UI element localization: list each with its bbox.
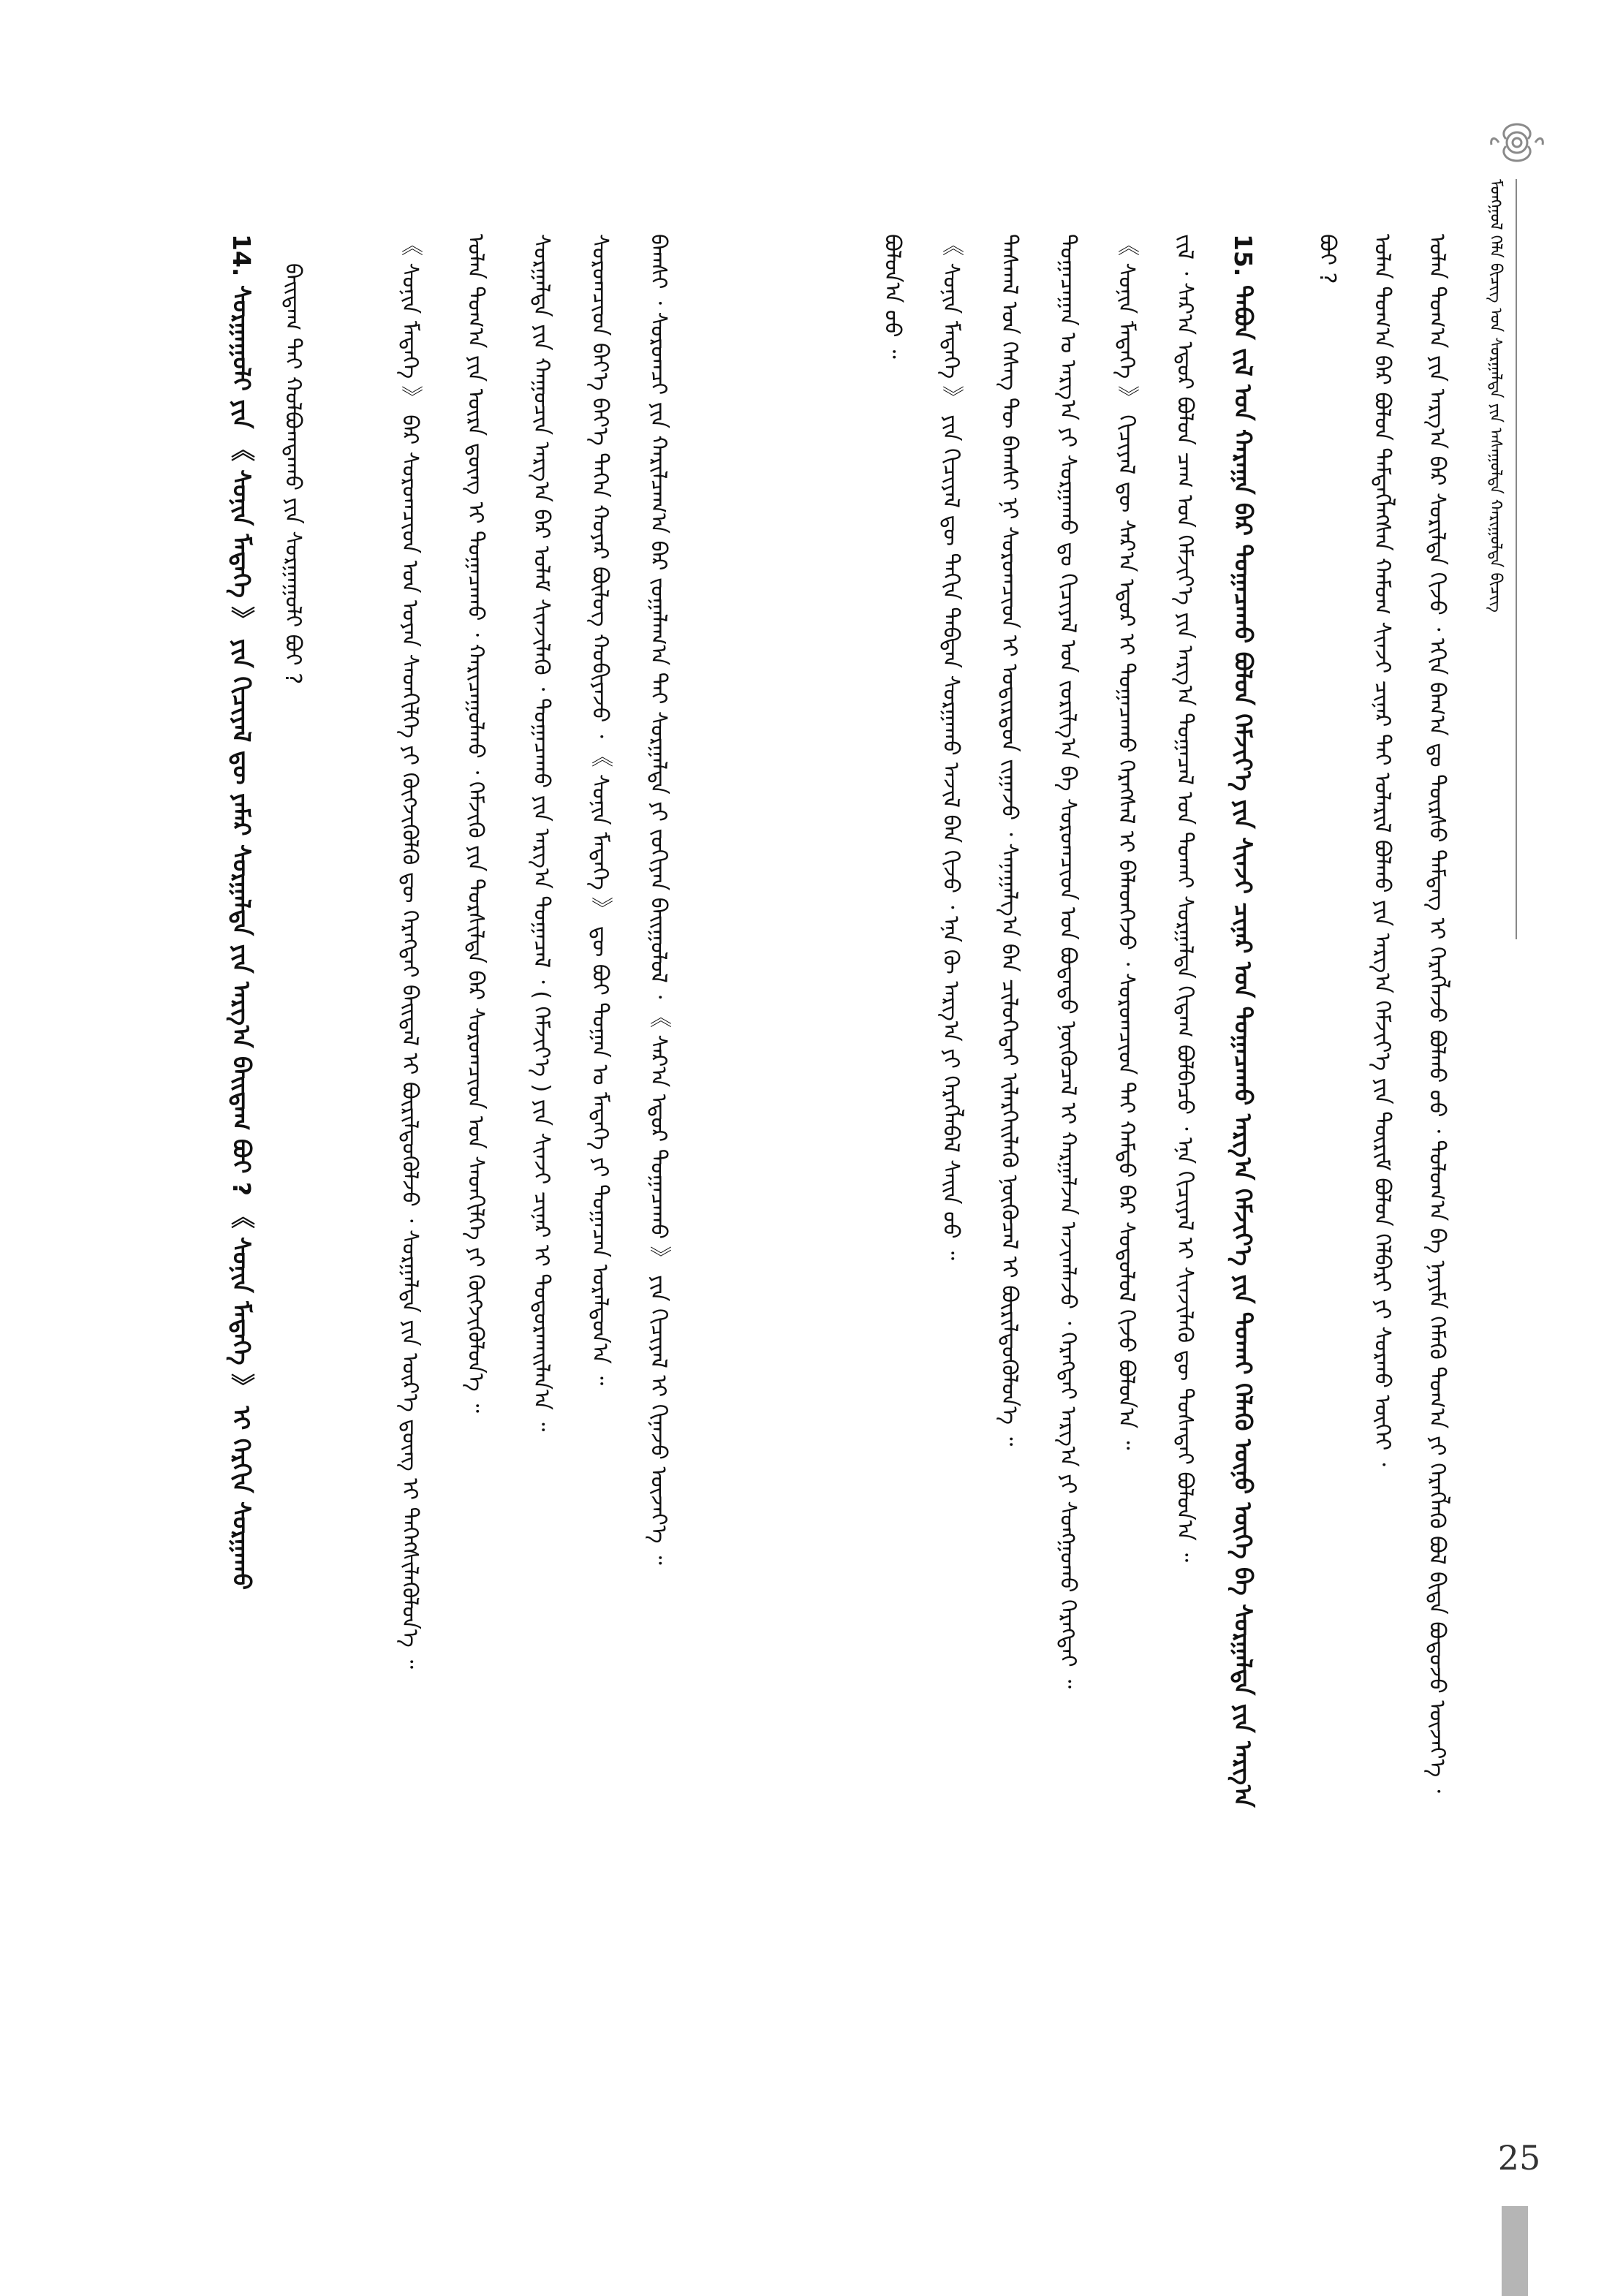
text-column-2: ᠣᠯᠠᠨ ᠲᠣᠭ᠎ᠠ ᠪᠠᠷ ᠪᠣᠯᠤᠨ ᠲᠡᠮᠳᠡᠭᠯᠡᠭᠰᠡᠨ ᠬᠠᠮᠤᠭ ᠰᠢᠨᠵᠢ ᠴᠢᠨᠠᠷ ᠲᠠᠢ ᠤᠯᠠᠷᠢᠯ ᠪᠣᠯᠬᠤ ᠶᠢᠨ ᠠᠷᠭ᠎ᠠ ᠬᠡᠮᠵᠢᠶ᠎ᠡ ᠶᠢᠨ ᠳᠦᠷᠢᠮ ᠪᠣᠯᠤᠨ ᠬᠡᠯᠪᠡᠷᠢ ᠶᠢ ᠰᠤᠷᠬᠤ ᠦᠭᠡᠢ ᠂ — [1369, 234, 1395, 1466]
text-column-1: ᠣᠯᠠᠨ ᠲᠣᠭ᠎ᠠ ᠶᠢᠨ ᠠᠷᠭ᠎ᠠ ᠪᠠᠷ ᠰᠣᠷᠢᠯᠲᠠ ᠬᠢᠵᠦ ᠂ ᠡᠬᠢᠨ ᠪᠠᠭ᠎ᠠ ᠳᠤ ᠳᠦᠷᠰᠦ ᠲᠡᠮᠳᠡᠭ ᠢ ᠬᠡᠷᠡᠭᠯᠡᠵᠦ ᠪᠣᠯᠬᠤ ᠤᠤ ᠂ ᠳᠤᠯᠤᠭ᠎ᠠ ᠪᠠ ᠨᠠᠶᠢᠮᠠ ᠬᠡᠮᠡᠬᠦ ᠲᠣᠭ᠎ᠠ ᠶᠢ ᠬᠡᠷᠡᠭᠯᠡᠬᠦ ᠪᠣᠯ ᠪᠢᠳᠡ ᠪᠣᠳᠤᠵᠤ ᠦᠵᠡᠶ᠎ᠡ ᠂ — [1424, 234, 1450, 1793]
text-column-8: ᠳᠠᠰᠬᠠᠯ ᠤᠨ ᠬᠡᠰᠡᠭ ᠲᠦ ᠪᠠᠭᠰᠢ ᠨᠢ ᠰᠤᠷᠤᠭᠴᠢᠳ ᠢ ᠤᠳᠢᠷᠳᠤᠨ ᠵᠢᠭᠠᠵᠤ ᠂ ᠰᠠᠨᠠᠭᠠᠯᠭ᠎ᠠ ᠪᠠᠨ ᠴᠢᠯᠦᠭᠡᠲᠡᠢ ᠢᠯᠡᠷᠬᠡᠢᠯᠡᠬᠦ ᠨᠥᠬᠦᠴᠡᠯ ᠢ ᠪᠦᠷᠢᠯᠳᠦᠭᠦᠯᠦᠨ᠎ᠡ ᠃ — [996, 234, 1022, 1447]
text-column-7: ᠲᠣᠭᠠᠴᠠᠭᠠᠨ ᠤ ᠠᠷᠭ᠎ᠠ ᠶᠢ ᠰᠤᠷᠭᠠᠬᠤ ᠳᠤ ᠬᠢᠴᠢᠶᠡᠯ ᠤᠨ ᠵᠣᠷᠢᠯᠭ᠎ᠠ ᠪᠠ ᠰᠤᠷᠤᠭᠴᠢᠳ ᠤᠨ ᠪᠣᠳᠠᠲᠤ ᠨᠥᠬᠦᠴᠡᠯ ᠢ ᠬᠠᠷᠭᠠᠯᠵᠠᠨ ᠠᠵᠢᠭᠯᠠᠵᠤ ᠂ ᠬᠡᠷᠡᠭᠲᠡᠢ ᠠᠷᠭ᠎ᠠ ᠶᠢ ᠰᠣᠩᠭᠣᠬᠤ ᠬᠡᠷᠡᠭᠲᠡᠢ ᠃ — [1055, 234, 1081, 1689]
heading-question-14: 14. ᠰᠤᠷᠭᠠᠭᠤᠯᠢ ᠶᠢᠨ 《 ᠰᠣᠨᠢᠨ ᠮᠡᠳᠡᠭᠡ 》 ᠶᠢᠨ ᠬᠢᠴᠢᠶᠡᠯ ᠳᠦ ᠶᠠᠮᠠᠷ ᠰᠤᠷᠭᠠᠯᠲᠠ ᠶᠢᠨ ᠠᠷᠭ᠎ᠠ ᠪᠠᠢᠳᠠᠭ ᠪᠤᠢ ? 《 ᠰᠣᠨᠢᠨ ᠮᠡᠳᠡᠭᠡ 》 ᠢ ᠬᠡᠷᠬᠢᠨ ᠰᠤᠷᠭᠠᠬᠤ — [227, 234, 256, 1591]
fleuron-ornament-icon — [1484, 110, 1550, 175]
text-column-12: ᠰᠤᠷᠤᠭᠴᠢᠳ ᠪᠡᠶ᠎ᠡ ᠪᠡᠶ᠎ᠡ ᠳᠡᠭᠡᠨ ᠬᠣᠶᠠᠷ ᠪᠦᠯᠦᠭ ᠬᠤᠪᠢᠶᠠᠵᠤ ᠂ 《 ᠰᠣᠨᠢᠨ ᠮᠡᠳᠡᠭᠡ 》 ᠳᠦ ᠪᠤᠢ ᠲᠣᠭᠠᠨ ᠤ ᠮᠡᠳᠡᠭᠡ ᠶᠢ ᠲᠣᠭᠠᠴᠠᠨ ᠤᠷᠠᠯᠳᠤᠨ᠎ᠠ ᠃ — [587, 234, 613, 1386]
text-column-10: ᠪᠣᠯᠤᠨ᠎ᠠ ᠤᠤ ᠃ — [879, 234, 905, 359]
text-column-15: 《 ᠰᠣᠨᠢᠨ ᠮᠡᠳᠡᠭᠡ 》 ᠪᠠᠷ ᠰᠤᠷᠤᠭᠴᠢᠳ ᠤᠨ ᠤᠶᠠᠨ ᠰᠡᠳᠬᠢᠯᠭᠡ ᠶᠢ ᠬᠥᠭᠵᠢᠭᠦᠯᠬᠦ ᠳᠦ ᠬᠡᠷᠡᠭᠲᠡᠢ ᠪᠠᠢᠳᠠᠯ ᠢ ᠪᠦᠷᠢᠯᠳᠦᠭᠦᠯᠵᠦ ᠂ ᠰᠤᠷᠭᠠᠯᠲᠠ ᠶᠢᠨ ᠦᠷ᠎ᠡ ᠳ᠋ᠦᠩ ᠢ ᠳᠡᠭᠡᠭᠰᠢᠯᠡᠭᠦᠯᠦᠨ᠎ᠡ ᠃ — [397, 234, 423, 1670]
text-column-6: 《 ᠰᠣᠨᠢᠨ ᠮᠡᠳᠡᠭᠡ 》 ᠬᠢᠴᠢᠶᠡᠯ ᠳᠦ ᠰᠠᠷ᠎ᠠ ᠡᠳᠦᠷ ᠢ ᠲᠣᠭᠠᠴᠠᠬᠤ ᠬᠡᠷᠡᠭᠰᠡᠯ ᠢ ᠪᠡᠯᠡᠳᠬᠡᠵᠦ ᠂ ᠰᠤᠷᠤᠭᠴᠢᠳ ᠲᠠᠢ ᠬᠠᠮᠲᠤ ᠪᠠᠷ ᠰᠣᠳᠤᠯᠤᠯ ᠬᠢᠵᠦ ᠪᠣᠯᠤᠨ᠎ᠠ ᠃ — [1113, 234, 1139, 1450]
header-rule — [1516, 179, 1517, 939]
text-column-14: ᠣᠯᠠᠨ ᠲᠣᠭ᠎ᠠ ᠶᠢᠨ ᠦᠷᠡ ᠳ᠋ᠦᠩ ᠢ ᠲᠣᠭᠠᠴᠠᠬᠤ ᠂ ᠬᠠᠷᠢᠴᠠᠭᠤᠯᠬᠤ ᠂ ᠬᠡᠮᠵᠢᠬᠦ ᠶᠢᠨ ᠲᠤᠷᠱᠢᠯᠲᠠ ᠪᠠᠷ ᠰᠤᠷᠤᠭᠴᠢᠳ ᠤᠨ ᠰᠡᠳᠬᠢᠯᠭᠡ ᠶᠢ ᠬᠥᠭᠵᠢᠭᠦᠯᠦᠨ᠎ᠡ ᠃ — [463, 234, 488, 1413]
page-edge-tab — [1502, 2206, 1528, 2296]
text-column-5: ᠵᠢᠯ ᠂ ᠰᠠᠷ᠎ᠠ ᠡᠳᠦᠷ ᠪᠣᠯᠤᠨ ᠴᠠᠭ ᠤᠨ ᠬᠡᠮᠵᠢᠶ᠎ᠡ ᠶᠢᠨ ᠠᠷᠭ᠎ᠠ ᠲᠣᠭᠠᠴᠠᠯ ᠤᠨ ᠲᠤᠬᠠᠢ ᠰᠤᠷᠭᠠᠯᠲᠠ ᠬᠢᠳᠠᠭ ᠪᠣᠯᠪᠠᠴᠤ ᠂ ᠡᠨᠡ ᠬᠢᠴᠢᠶᠡᠯ ᠢ ᠰᠢᠨᠵᠢᠯᠡᠬᠦ ᠳᠦ ᠲᠤᠰᠠᠲᠠᠢ ᠪᠣᠯᠤᠨ᠎ᠠ ᠃ — [1172, 234, 1198, 1563]
heading-question-15: 15. ᠲᠠᠪᠤᠨ ᠵᠢᠯ ᠤᠨ ᠬᠠᠷᠠᠭᠠ ᠪᠠᠷ ᠲᠣᠭᠠᠴᠠᠬᠤ ᠪᠣᠯᠤᠨ ᠬᠡᠮᠵᠢᠶ᠎ᠡ ᠶᠢᠨ ᠰᠢᠨᠵᠢ ᠴᠢᠨᠠᠷ ᠤᠨ ᠲᠣᠭᠠᠴᠠᠬᠤ ᠠᠷᠭ᠎ᠠ ᠬᠡᠮᠵᠢᠶ᠎ᠡ ᠶᠢᠨ ᠲᠤᠬᠠᠢ ᠬᠡᠯᠡᠬᠦ ᠦᠨᠦ ᠦᠭᠡ ᠪᠠ ᠰᠤᠷᠭᠠᠯᠲᠠ ᠶᠢᠨ ᠠᠷᠭ᠎ᠠ — [1229, 234, 1257, 1808]
text-column-9: 《 ᠰᠣᠨᠢᠨ ᠮᠡᠳᠡᠭᠡ 》 ᠶᠢᠨ ᠬᠢᠴᠢᠶᠡᠯ ᠳᠦ ᠳᠠᠬᠢᠨ ᠳᠠᠪᠲᠠᠨ ᠰᠤᠷᠭᠠᠬᠤ ᠠᠵᠢᠯ ᠪᠠᠨ ᠬᠢᠵᠦ ᠂ ᠡᠨᠡ ᠬᠦ ᠠᠷᠭ᠎ᠠ ᠶᠢ ᠬᠡᠷᠡᠭᠯᠡᠪᠡᠯ ᠰᠠᠢᠨ ᠤᠤ ᠃ — [938, 234, 964, 1260]
text-column-11: ᠪᠠᠭᠰᠢ ᠂ ᠰᠤᠷᠤᠭᠴᠢ ᠶᠢᠨ ᠬᠠᠷᠢᠯᠴᠠᠭ᠎ᠠ ᠪᠠᠷ ᠵᠤᠭᠠᠯᠠᠭ᠎ᠠ ᠲᠠᠢ ᠰᠤᠷᠭᠠᠯᠲᠠ ᠶᠢ ᠵᠣᠬᠢᠶᠠᠨ ᠪᠠᠢᠭᠤᠯᠤᠯ ᠂ 《 ᠰᠠᠷ᠎ᠠ ᠡᠳᠦᠷ ᠲᠣᠭᠠᠴᠠᠬᠤ 》 ᠶᠢᠨ ᠬᠢᠴᠢᠶᠡᠯ ᠢ ᠬᠢᠨᠠᠵᠤ ᠦᠵᠡᠶ᠎ᠡ ᠃ — [646, 234, 671, 1565]
text-column-17: ᠪᠠᠢᠳᠠᠭ ᠲᠠᠢ ᠬᠣᠯᠪᠣᠭᠳᠠᠬᠤ ᠶᠢᠨ ᠰᠤᠷᠭᠠᠭᠤᠯᠢ ᠪᠤᠢ ? — [280, 263, 306, 685]
running-header: ᠮᠣᠩᠭᠣᠯ ᠬᠡᠯᠡ ᠪᠢᠴᠢᠭ᠌ ᠤᠨ ᠰᠤᠷᠭᠠᠯᠲᠠ ᠶᠢᠨ ᠠᠰᠠᠭᠤᠯᠲᠠ ᠬᠠᠷᠢᠭᠤᠯᠲᠠ ᠪᠢᠴᠢᠭ᠌ — [1486, 179, 1505, 613]
page-number: 25 — [1497, 2138, 1541, 2178]
text-column-3: ᠪᠤᠢ ? — [1314, 234, 1340, 284]
text-column-13: ᠰᠤᠷᠭᠠᠯᠲᠠ ᠶᠢᠨ ᠬᠠᠭᠤᠴᠢᠨ ᠠᠷᠭ᠎ᠠ ᠪᠠᠷ ᠤᠯᠠᠮ ᠰᠢᠨᠵᠢᠯᠡᠬᠦ ᠂ ᠲᠣᠭᠠᠴᠠᠬᠤ ᠶᠢᠨ ᠠᠷᠭ᠎ᠠ ᠲᠣᠭᠠᠴᠠᠯ ᠂ ( ᠬᠡᠮᠵᠢᠶ᠎ᠡ ) ᠶᠢᠨ ᠰᠢᠨᠵᠢ ᠴᠢᠨᠠᠷ ᠢ ᠲᠣᠳᠣᠷᠬᠠᠢᠯᠠᠨ᠎ᠠ ᠃ — [529, 234, 554, 1432]
